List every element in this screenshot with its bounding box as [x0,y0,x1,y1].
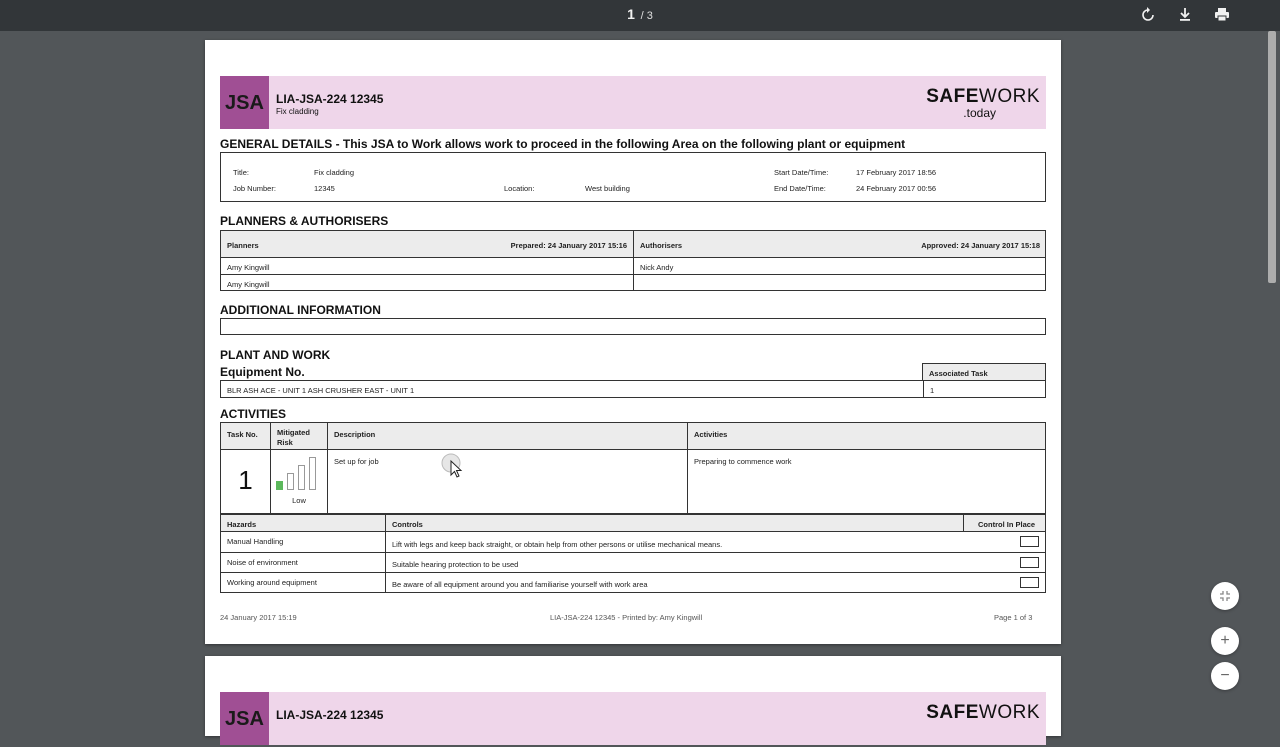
description-label: Description [334,430,376,439]
task-description: Set up for job [334,457,379,466]
start-value: 17 February 2017 18:56 [856,168,937,177]
equipment-label: Equipment No. [220,365,305,379]
risk-bar-3 [298,465,305,490]
footer-date: 24 January 2017 15:19 [220,613,297,622]
document-code: LIA-JSA-224 12345 [276,92,384,106]
prepared-date: Prepared: 24 January 2017 15:16 [510,241,627,250]
task-activity: Preparing to commence work [694,457,792,466]
zoom-in-button[interactable]: + [1211,627,1239,655]
document-subtitle: Fix cladding [276,107,319,116]
footer-printed-by: LIA-JSA-224 12345 - Printed by: Amy Kingwill [550,613,703,622]
general-details-heading: GENERAL DETAILS - This JSA to Work allows work to proceed in the following Area on the following plant or equipment [220,137,906,151]
end-label: End Date/Time: [774,184,826,193]
planner-row-2: Amy Kingwill [227,280,270,289]
hazard-3: Working around equipment [227,578,317,587]
activities-heading: ACTIVITIES [220,407,287,421]
fit-page-button[interactable] [1211,582,1239,610]
mouse-cursor-icon [441,453,463,479]
planners-heading: PLANNERS & AUTHORISERS [220,214,389,228]
scrollbar-thumb[interactable] [1268,31,1276,283]
control-in-place-label: Control In Place [978,520,1036,529]
title-label: Title: [233,168,249,177]
control-2: Suitable hearing protection to be used [392,560,519,569]
hazards-header-row [221,515,1045,531]
equipment-value: BLR ASH ACE - UNIT 1 ASH CRUSHER EAST - UNIT 1 [227,386,415,395]
hazards-table [220,514,1046,593]
planners-label: Planners [227,241,259,250]
additional-info-box [220,318,1046,335]
activities-table [220,422,1046,514]
risk-bar-4 [309,457,316,490]
additional-info-heading: ADDITIONAL INFORMATION [220,303,381,317]
current-page[interactable]: 1 [627,6,635,22]
location-value: West building [585,184,630,193]
logo-today: .today [963,106,996,120]
approved-date: Approved: 24 January 2017 15:18 [921,241,1040,250]
equipment-row [220,380,1046,398]
fit-page-icon [1218,589,1232,603]
general-details-box [220,152,1046,202]
pdf-page-1 [205,40,1061,644]
plant-work-heading: PLANT AND WORK [220,348,331,362]
print-icon[interactable] [1212,5,1232,25]
planner-row-1: Amy Kingwill [227,263,270,272]
logo-safe: SAFE [926,86,979,107]
risk-level: Low [292,496,306,505]
location-label: Location: [504,184,535,193]
control-in-place-checkbox-3[interactable] [1020,577,1039,588]
logo-work: WORK [978,86,1040,107]
hazard-2: Noise of environment [227,558,298,567]
page-indicator [0,6,1280,22]
page2-document-code: LIA-JSA-224 12345 [276,708,384,722]
planners-table [220,230,1046,291]
risk-label: Risk [277,438,293,447]
end-value: 24 February 2017 00:56 [856,184,937,193]
hazard-1: Manual Handling [227,537,284,546]
job-number-value: 12345 [314,184,335,193]
page2-safework-logo [926,703,1040,723]
jsa-badge: JSA [220,76,269,129]
page2-logo-safe: SAFE [926,702,979,723]
risk-bar-2 [287,473,294,490]
task-no-label: Task No. [227,430,258,439]
associated-task-label: Associated Task [929,369,988,378]
page2-jsa-badge: JSA [220,692,269,745]
viewer-toolbar [0,0,1280,31]
page2-header [220,692,1046,745]
rotate-icon[interactable] [1138,5,1158,25]
download-icon[interactable] [1175,5,1195,25]
start-label: Start Date/Time: [774,168,829,177]
control-in-place-checkbox-2[interactable] [1020,557,1039,568]
risk-meter [276,458,322,490]
total-pages: / 3 [640,10,653,22]
task-number: 1 [238,465,253,495]
title-value: Fix cladding [314,168,355,177]
hazards-label: Hazards [227,520,257,529]
document-header [220,76,1046,129]
authorisers-label: Authorisers [640,241,683,250]
control-in-place-checkbox-1[interactable] [1020,536,1039,547]
job-number-label: Job Number: [233,184,276,193]
page2-logo-work: WORK [978,702,1040,723]
control-1: Lift with legs and keep back straight, or obtain help from other persons or utilise mechanical means. [392,540,723,549]
zoom-out-button[interactable]: − [1211,662,1239,690]
control-3: Be aware of all equipment around you and familiarise yourself with work area [392,580,648,589]
activities-label: Activities [694,430,728,439]
risk-bar-1 [276,481,283,490]
associated-task-header [922,363,1046,381]
controls-label: Controls [392,520,423,529]
footer-page-number: Page 1 of 3 [994,613,1033,622]
authoriser-row-1: Nick Andy [640,263,674,272]
pdf-page-2 [205,656,1061,736]
associated-task-value: 1 [930,386,935,395]
mitigated-label: Mitigated [277,428,310,437]
safework-logo [926,87,1040,119]
